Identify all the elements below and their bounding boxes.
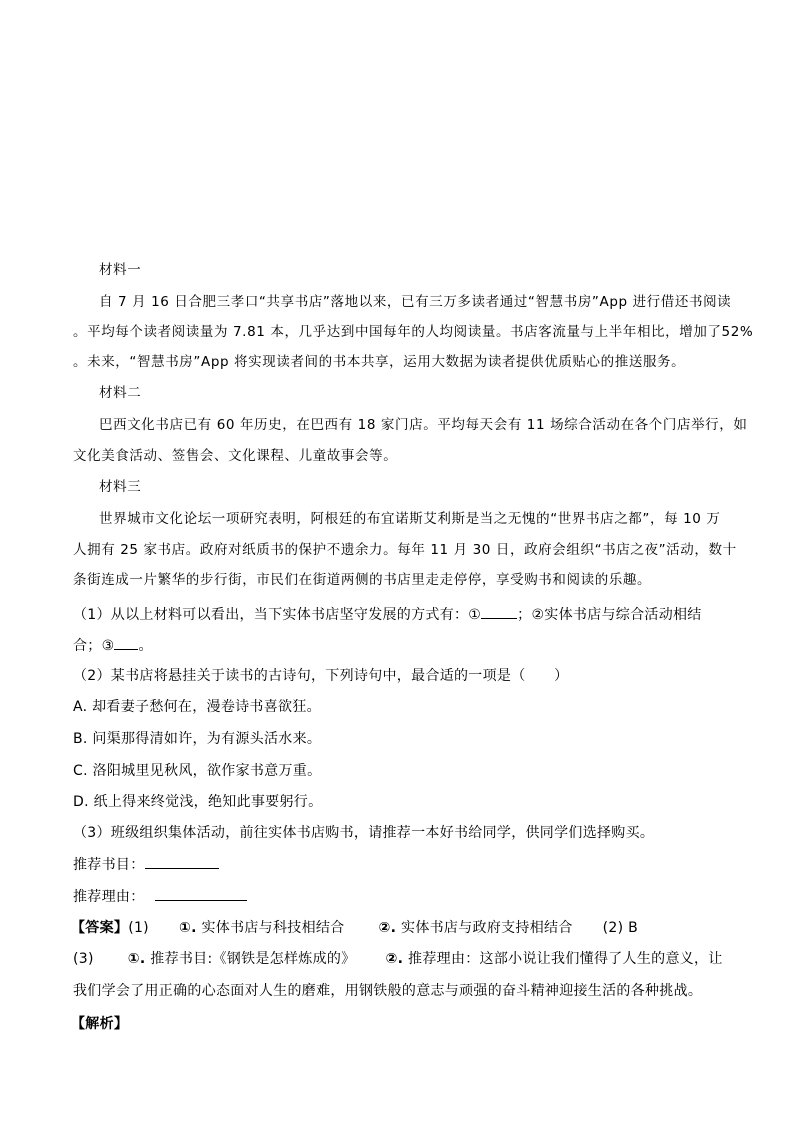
material-1-line: 。未来，“智慧书房”App 将实现读者间的书本共享，运用大数据为读者提供优质贴心的推送服务。: [73, 354, 686, 370]
answer-mark: ②.: [378, 920, 397, 936]
recommend-title-blank[interactable]: [145, 854, 219, 869]
question-2-option-a: A. 却看妻子愁何在，漫卷诗书喜欲狂。: [73, 699, 321, 715]
answer-line-2: [73, 948, 723, 968]
answer-text: 实体书店与科技相结合: [201, 920, 345, 936]
material-3-heading: 材料三: [99, 479, 142, 495]
material-3-line: 世界城市文化论坛一项研究表明，阿根廷的布宜诺斯艾利斯是当之无愧的“世界书店之都”，每 10 万: [99, 511, 721, 527]
question-2-option-b: B. 问渠那得清如许，为有源头活水来。: [73, 731, 322, 747]
answer-line-3: 我们学会了用正确的心态面对人生的磨难，用钢铁般的意志与顽强的奋斗精神迎接生活的各种挑战。: [73, 983, 703, 999]
answer-line-1: [71, 917, 638, 937]
answer-text: 推荐理由：这部小说让我们懂得了人生的意义，让: [408, 951, 723, 967]
answer-blank[interactable]: [114, 635, 138, 650]
question-3-stem: （3）班级组织集体活动，前往实体书店购书，请推荐一本好书给同学，供同学们选择购买。: [73, 825, 655, 841]
recommend-reason-line: [73, 886, 247, 906]
answer-blank[interactable]: [481, 604, 517, 619]
answer-mark: ①.: [178, 920, 197, 936]
answer-part-2: (2) B: [602, 920, 639, 936]
material-3-line: 人拥有 25 家书店。政府对纸质书的保护不遗余力。每年 11 月 30 日，政府会组织“书店之夜”活动，数十: [73, 542, 737, 558]
analysis-tag: 【解析】: [71, 1016, 129, 1032]
recommend-title-line: [73, 854, 219, 874]
material-2-heading: 材料二: [99, 385, 142, 401]
recommend-reason-label: 推荐理由：: [73, 889, 145, 905]
question-1-text: 。: [138, 638, 153, 654]
question-1-line: [73, 604, 702, 624]
question-2-option-c: C. 洛阳城里见秋风，欲作家书意万重。: [73, 763, 322, 779]
question-1-text: （1）从以上材料可以看出，当下实体书店坚守发展的方式有：①: [73, 607, 482, 623]
recommend-title-label: 推荐书目：: [73, 857, 145, 873]
answer-text: 推荐书目:《钢铁是怎样炼成的》: [150, 951, 356, 967]
recommend-reason-blank[interactable]: [155, 886, 247, 901]
question-1-line: [73, 635, 153, 655]
answer-tag: 【答案】: [71, 920, 129, 936]
answer-text: 实体书店与政府支持相结合: [401, 920, 573, 936]
material-2-line: 巴西文化书店已有 60 年历史，在巴西有 18 家门店。平均每天会有 11 场综合活动在各个门店举行，如: [99, 417, 748, 433]
answer-mark: ②.: [385, 951, 404, 967]
material-1-line: 自 7 月 16 日合肥三孝口“共享书店”落地以来，已有三万多读者通过“智慧书房”App 进行借还书阅读: [99, 294, 732, 310]
material-3-line: 条街连成一片繁华的步行街，市民们在街道两侧的书店里走走停停，享受购书和阅读的乐趣。: [73, 572, 652, 588]
answer-part-1-number: (1): [128, 920, 149, 936]
question-1-text: 合；③: [73, 638, 115, 654]
material-2-line: 文化美食活动、签售会、文化课程、儿童故事会等。: [73, 448, 398, 464]
answer-mark: ①.: [127, 951, 146, 967]
question-1-text: ；②实体书店与综合活动相结: [517, 607, 702, 623]
material-1-line: 。平均每个读者阅读量为 7.81 本，几乎达到中国每年的人均阅读量。书店客流量与上半年相比，增加了52%: [73, 324, 754, 340]
material-1-heading: 材料一: [99, 262, 142, 278]
question-2-option-d: D. 纸上得来终觉浅，绝知此事要躬行。: [73, 794, 323, 810]
answer-part-3-number: (3): [73, 951, 94, 967]
question-2-stem: （2）某书店将悬挂关于读书的古诗句，下列诗句中，最合适的一项是（ ）: [73, 668, 569, 684]
